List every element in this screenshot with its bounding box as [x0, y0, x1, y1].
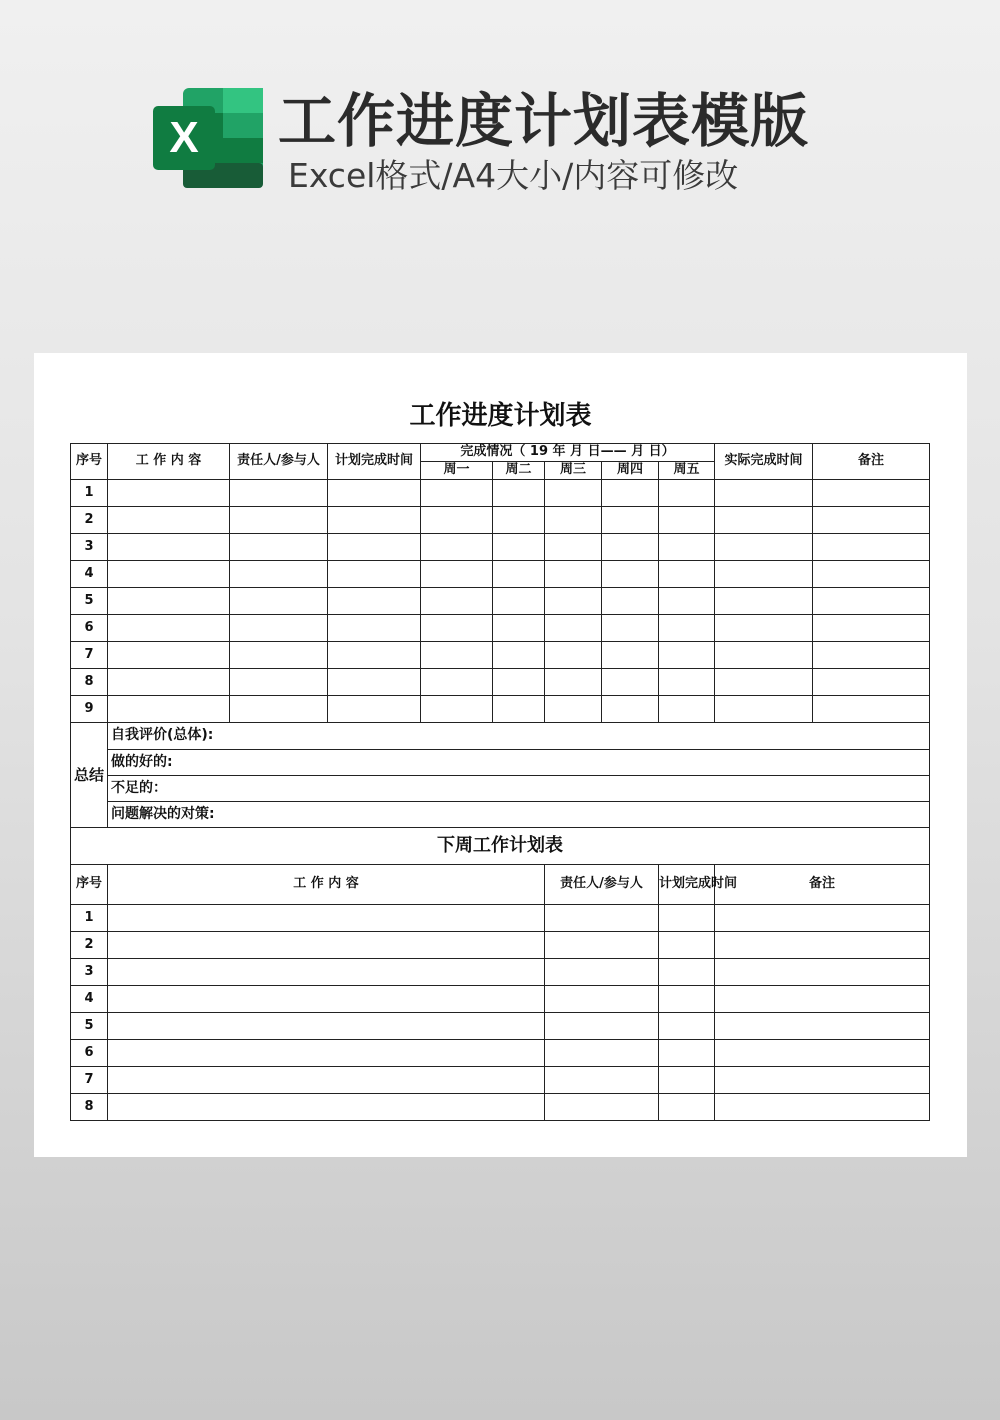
header-note: 备注 [813, 444, 930, 480]
row-number: 9 [71, 696, 108, 723]
table-cell[interactable] [659, 905, 715, 932]
table-cell[interactable] [715, 480, 813, 507]
table-cell[interactable] [813, 588, 930, 615]
table-row [71, 507, 930, 534]
table-row [71, 696, 930, 723]
table-cell[interactable] [493, 642, 545, 669]
weekday-fri: 周五 [659, 462, 715, 480]
row-number: 3 [71, 534, 108, 561]
hero-banner [0, 0, 1000, 250]
row-number: 4 [71, 986, 108, 1013]
table-cell[interactable] [108, 1040, 545, 1067]
table-cell[interactable] [545, 1040, 659, 1067]
table-cell[interactable] [659, 615, 715, 642]
table-cell[interactable] [108, 1094, 545, 1121]
table-cell[interactable] [108, 1067, 545, 1094]
table-cell[interactable] [545, 642, 602, 669]
table-cell[interactable] [545, 534, 602, 561]
row-number: 2 [71, 507, 108, 534]
row-number: 7 [71, 642, 108, 669]
table-cell[interactable] [328, 642, 421, 669]
table-row [71, 561, 930, 588]
table-cell[interactable] [328, 588, 421, 615]
table-cell[interactable] [108, 588, 230, 615]
table-cell[interactable] [545, 615, 602, 642]
hero-subtitle: Excel格式/A4大小/内容可修改 [288, 156, 739, 195]
table-cell[interactable] [108, 615, 230, 642]
table-cell[interactable] [715, 1013, 930, 1040]
table-cell[interactable] [813, 480, 930, 507]
summary-item[interactable]: 问题解决的对策: [108, 802, 930, 828]
table-cell[interactable] [230, 480, 328, 507]
table-cell[interactable] [421, 615, 493, 642]
main-rows [71, 480, 930, 723]
table-cell[interactable] [421, 507, 493, 534]
table-cell[interactable] [230, 534, 328, 561]
table-cell[interactable] [545, 561, 602, 588]
table-cell[interactable] [545, 986, 659, 1013]
table-cell[interactable] [659, 986, 715, 1013]
table-cell[interactable] [715, 696, 813, 723]
header-seq: 序号 [71, 444, 108, 480]
table-cell[interactable] [421, 480, 493, 507]
table-cell[interactable] [108, 696, 230, 723]
table-cell[interactable] [659, 480, 715, 507]
table-cell[interactable] [715, 642, 813, 669]
header-owner: 责任人/参与人 [230, 444, 328, 480]
table-cell[interactable] [659, 561, 715, 588]
table-cell[interactable] [715, 615, 813, 642]
nw-header-owner: 责任人/参与人 [545, 865, 659, 905]
row-number: 3 [71, 959, 108, 986]
table-cell[interactable] [659, 588, 715, 615]
row-number: 6 [71, 1040, 108, 1067]
hero-title: 工作进度计划表模版 [278, 87, 810, 155]
header-plan-time: 计划完成时间 [328, 444, 421, 480]
table-row [71, 905, 930, 932]
table-cell[interactable] [715, 905, 930, 932]
table-cell[interactable] [545, 959, 659, 986]
row-number: 8 [71, 669, 108, 696]
table-cell[interactable] [328, 507, 421, 534]
summary-item[interactable]: 自我评价(总体): [108, 723, 930, 750]
table-row [71, 959, 930, 986]
table-cell[interactable] [108, 986, 545, 1013]
next-week-title: 下周工作计划表 [71, 828, 930, 865]
weekday-thu: 周四 [602, 462, 659, 480]
table-cell[interactable] [813, 642, 930, 669]
weekday-tue: 周二 [493, 462, 545, 480]
table-row [71, 1094, 930, 1121]
spreadsheet-page [34, 353, 967, 1157]
table-cell[interactable] [602, 669, 659, 696]
table-cell[interactable] [108, 480, 230, 507]
table-cell[interactable] [715, 986, 930, 1013]
table-cell[interactable] [659, 642, 715, 669]
weekday-wed: 周三 [545, 462, 602, 480]
table-row [71, 1040, 930, 1067]
table-cell[interactable] [602, 534, 659, 561]
table-cell[interactable] [421, 669, 493, 696]
table-cell[interactable] [545, 1094, 659, 1121]
summary-label: 总结 [71, 723, 108, 828]
table-cell[interactable] [813, 615, 930, 642]
table-cell[interactable] [421, 588, 493, 615]
table-cell[interactable] [715, 507, 813, 534]
table-cell[interactable] [545, 480, 602, 507]
table-cell[interactable] [659, 1094, 715, 1121]
row-number: 4 [71, 561, 108, 588]
table-cell[interactable] [108, 959, 545, 986]
table-cell[interactable] [108, 905, 545, 932]
table-cell[interactable] [230, 642, 328, 669]
table-cell[interactable] [230, 669, 328, 696]
table-cell[interactable] [715, 588, 813, 615]
weekday-mon: 周一 [421, 462, 493, 480]
table-cell[interactable] [230, 588, 328, 615]
row-number: 5 [71, 1013, 108, 1040]
row-number: 8 [71, 1094, 108, 1121]
table-cell[interactable] [545, 1013, 659, 1040]
row-number: 1 [71, 905, 108, 932]
table-row [71, 642, 930, 669]
table-cell[interactable] [545, 1067, 659, 1094]
table-cell[interactable] [602, 615, 659, 642]
table-cell[interactable] [108, 1013, 545, 1040]
row-number: 7 [71, 1067, 108, 1094]
table-cell[interactable] [659, 1013, 715, 1040]
table-cell[interactable] [602, 507, 659, 534]
table-cell[interactable] [328, 696, 421, 723]
table-cell[interactable] [328, 669, 421, 696]
row-number: 1 [71, 480, 108, 507]
table-cell[interactable] [230, 696, 328, 723]
table-cell[interactable] [715, 669, 813, 696]
table-row [71, 480, 930, 507]
table-cell[interactable] [545, 696, 602, 723]
table-cell[interactable] [493, 534, 545, 561]
table-row [71, 932, 930, 959]
table-cell[interactable] [230, 561, 328, 588]
table-cell[interactable] [493, 507, 545, 534]
table-cell[interactable] [230, 615, 328, 642]
table-cell[interactable] [545, 905, 659, 932]
table-cell[interactable] [108, 932, 545, 959]
table-cell[interactable] [813, 696, 930, 723]
table-cell[interactable] [715, 561, 813, 588]
table-cell[interactable] [545, 588, 602, 615]
table-cell[interactable] [602, 480, 659, 507]
table-cell[interactable] [421, 696, 493, 723]
table-cell[interactable] [813, 669, 930, 696]
table-cell[interactable] [715, 534, 813, 561]
nw-header-seq: 序号 [71, 865, 108, 905]
header-actual-time: 实际完成时间 [715, 444, 813, 480]
table-row [71, 534, 930, 561]
table-cell[interactable] [493, 480, 545, 507]
table-cell[interactable] [328, 561, 421, 588]
table-cell[interactable] [545, 669, 602, 696]
table-cell[interactable] [659, 507, 715, 534]
table-cell[interactable] [108, 507, 230, 534]
row-number: 6 [71, 615, 108, 642]
table-cell[interactable] [659, 932, 715, 959]
table-cell[interactable] [328, 480, 421, 507]
table-cell[interactable] [659, 959, 715, 986]
table-cell[interactable] [545, 507, 602, 534]
table-cell[interactable] [328, 615, 421, 642]
table-cell[interactable] [813, 507, 930, 534]
row-number: 5 [71, 588, 108, 615]
table-row [71, 615, 930, 642]
header-progress: 完成情况（ 19 年 月 日—— 月 日） [421, 444, 715, 462]
table-cell[interactable] [421, 534, 493, 561]
table-row [71, 669, 930, 696]
table-cell[interactable] [715, 1040, 930, 1067]
table-cell[interactable] [108, 534, 230, 561]
table-row [71, 986, 930, 1013]
table-cell[interactable] [659, 1040, 715, 1067]
table-cell[interactable] [813, 534, 930, 561]
summary-item[interactable]: 做的好的: [108, 750, 930, 776]
table-row [71, 1013, 930, 1040]
table-cell[interactable] [659, 696, 715, 723]
table-cell[interactable] [715, 1067, 930, 1094]
table-cell[interactable] [602, 696, 659, 723]
svg-text:X: X [169, 113, 199, 162]
table-cell[interactable] [602, 588, 659, 615]
sheet-title: 工作进度计划表 [409, 401, 592, 431]
table-cell[interactable] [493, 588, 545, 615]
nw-header-note: 备注 [715, 865, 930, 905]
table-cell[interactable] [493, 615, 545, 642]
table-cell[interactable] [659, 669, 715, 696]
table-cell[interactable] [108, 642, 230, 669]
nw-header-plan-time: 计划完成时间 [659, 865, 715, 905]
table-row [71, 588, 930, 615]
table-cell[interactable] [813, 561, 930, 588]
summary-item[interactable]: 不足的： [108, 776, 930, 802]
table-cell[interactable] [421, 642, 493, 669]
table-cell[interactable] [659, 534, 715, 561]
table-cell[interactable] [493, 696, 545, 723]
table-row [71, 1067, 930, 1094]
next-week-rows [71, 905, 930, 1121]
table-cell[interactable] [602, 642, 659, 669]
nw-header-content: 工 作 内 容 [108, 865, 545, 905]
table-cell[interactable] [715, 1094, 930, 1121]
table-cell[interactable] [230, 507, 328, 534]
table-cell[interactable] [545, 932, 659, 959]
row-number: 2 [71, 932, 108, 959]
table-cell[interactable] [493, 669, 545, 696]
table-cell[interactable] [328, 534, 421, 561]
header-content: 工 作 内 容 [108, 444, 230, 480]
table-cell[interactable] [493, 561, 545, 588]
table-cell[interactable] [715, 932, 930, 959]
table-cell[interactable] [659, 1067, 715, 1094]
table-cell[interactable] [715, 959, 930, 986]
table-cell[interactable] [108, 669, 230, 696]
table-cell[interactable] [108, 561, 230, 588]
table-cell[interactable] [602, 561, 659, 588]
table-cell[interactable] [421, 561, 493, 588]
excel-logo-icon [153, 88, 263, 188]
progress-table [70, 443, 930, 1121]
